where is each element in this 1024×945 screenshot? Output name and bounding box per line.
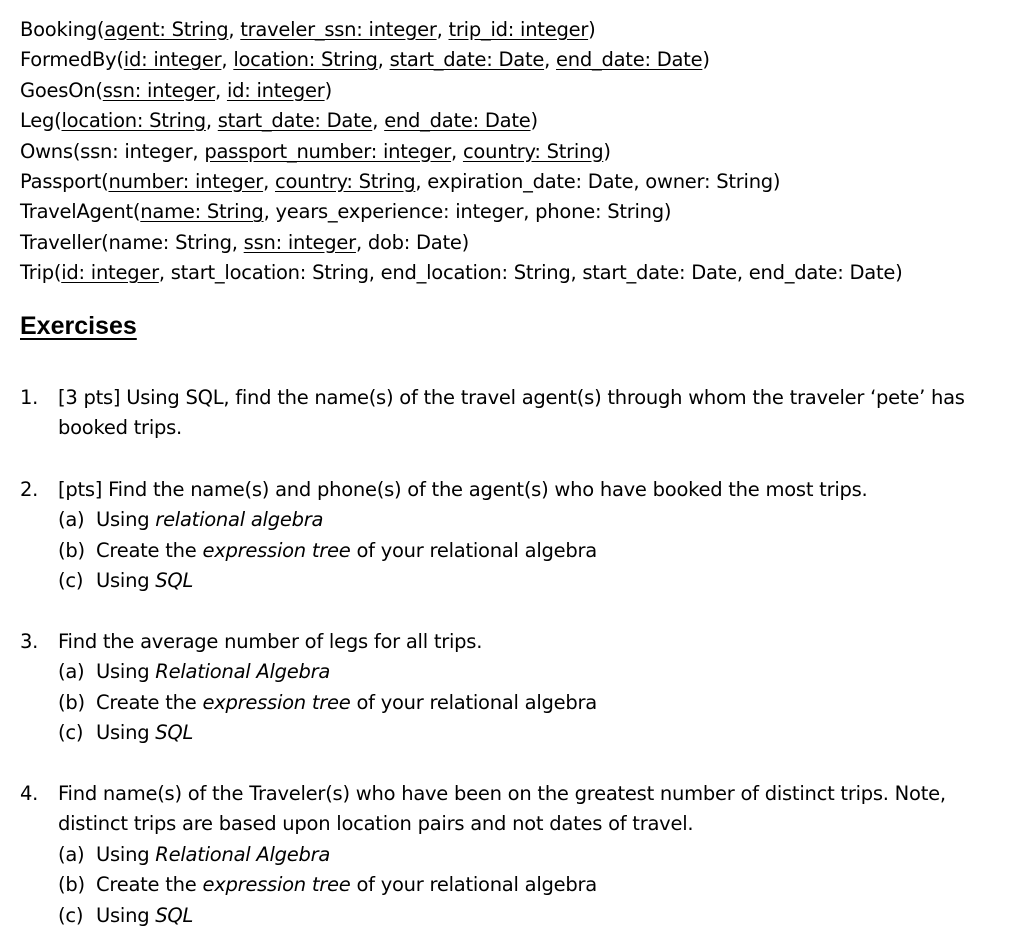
subpart-c	[20, 718, 1020, 748]
exercise-text: booked trips.	[58, 416, 182, 440]
schema-text: ,	[544, 48, 556, 72]
schema-text: )	[324, 78, 332, 102]
schema-text: )	[603, 139, 611, 163]
subpart-c	[20, 566, 1020, 596]
subpart-label: (b)	[58, 538, 85, 562]
subpart-a	[20, 505, 1020, 535]
schema-key-attribute: location: String	[61, 109, 206, 133]
schema-text: ,	[451, 139, 463, 163]
schema-traveller	[20, 228, 1020, 258]
schema-text: )	[588, 18, 596, 41]
schema-key-attribute: name: String	[140, 200, 264, 224]
schema-text: Leg(	[20, 109, 62, 133]
subpart-label: (c)	[58, 569, 84, 593]
subpart-label: (a)	[58, 842, 85, 866]
subpart-label: (b)	[58, 690, 85, 714]
subpart-label: (c)	[58, 903, 84, 927]
schema-key-attribute: start_date: Date	[217, 109, 373, 133]
schema-text: GoesOn(	[20, 78, 103, 102]
schema-text: Passport(	[20, 169, 109, 193]
subpart-text: of your relational algebra	[350, 690, 597, 714]
subpart-text: Using	[96, 721, 156, 745]
schema-key-attribute: start_date: Date	[389, 48, 545, 72]
schema-leg	[20, 106, 1020, 136]
subpart-text: Using	[96, 842, 156, 866]
subpart-emphasis: expression tree	[202, 690, 351, 714]
schema-text: , start_location: String, end_location: String, start_date: Date, end_date: Date)	[158, 261, 903, 285]
schema-text: ,	[263, 169, 275, 193]
exercise-text: Find the average number of legs for all trips.	[58, 630, 483, 653]
exercise-2	[20, 475, 1020, 597]
exercise-1	[20, 383, 1020, 444]
subpart-a	[20, 657, 1020, 687]
subpart-emphasis: expression tree	[202, 538, 351, 562]
schema-text: ,	[377, 48, 390, 72]
schema-text: ,	[228, 18, 241, 41]
schema-text: FormedBy(	[20, 48, 124, 72]
schema-text: ,	[215, 78, 227, 102]
schema-key-attribute: number: integer	[108, 169, 264, 193]
exercise-3	[20, 627, 1020, 749]
subpart-text: of your relational algebra	[350, 538, 597, 562]
exercise-text: [3 pts] Using SQL, find the name(s) of the travel agent(s) through whom the traveler ‘pete’ has	[58, 386, 965, 409]
schema-text: , years_experience: integer, phone: String)	[263, 200, 672, 224]
subpart-text: Using	[96, 903, 156, 927]
schema-key-attribute: agent: String	[104, 18, 229, 41]
schema-key-attribute: end_date: Date	[556, 48, 703, 72]
exercises-heading: Exercises	[20, 312, 137, 340]
subpart-text: Create the	[96, 873, 203, 897]
subpart-emphasis: SQL	[155, 903, 194, 927]
schema-key-attribute: passport_number: integer	[204, 139, 452, 163]
subpart-label: (a)	[58, 660, 85, 684]
schema-text: ,	[221, 48, 234, 72]
subpart-emphasis: SQL	[155, 721, 194, 745]
schema-key-attribute: id: integer	[226, 78, 325, 102]
schema-goeson	[20, 76, 1020, 106]
schema-text: Owns(ssn: integer,	[20, 139, 205, 163]
exercise-text: Find name(s) of the Traveler(s) who have been on the greatest number of distinct trips. Note,	[58, 782, 946, 805]
exercise-text: distinct trips are based upon location pairs and not dates of travel.	[58, 812, 694, 836]
exercise-number: 3.	[20, 630, 39, 653]
schema-text: Trip(	[20, 261, 62, 285]
subpart-text: Using	[96, 660, 156, 684]
subpart-text: Create the	[96, 538, 203, 562]
schema-trip	[20, 258, 1020, 288]
schema-text: ,	[205, 109, 218, 133]
subpart-label: (c)	[58, 721, 84, 745]
schema-key-attribute: ssn: integer	[102, 78, 216, 102]
subpart-b	[20, 688, 1020, 718]
subpart-emphasis: SQL	[155, 569, 194, 593]
subpart-b	[20, 536, 1020, 566]
schema-text: , expiration_date: Date, owner: String)	[415, 169, 781, 193]
schema-text: Booking(	[20, 18, 105, 41]
subpart-emphasis: relational algebra	[155, 508, 324, 532]
schema-travelagent	[20, 197, 1020, 227]
schema-text: Traveller(name: String,	[20, 230, 244, 254]
subpart-emphasis: Relational Algebra	[155, 660, 331, 684]
subpart-text: of your relational algebra	[350, 873, 597, 897]
schema-text: ,	[436, 18, 449, 41]
schema-key-attribute: id: integer	[123, 48, 222, 72]
schema-text: ,	[372, 109, 385, 133]
schema-key-attribute: country: String	[462, 139, 604, 163]
schema-key-attribute: trip_id: integer	[448, 18, 589, 41]
schema-key-attribute: ssn: integer	[243, 230, 356, 254]
exercise-number: 1.	[20, 386, 39, 409]
schema-passport	[20, 167, 1020, 197]
schema-owns	[20, 137, 1020, 167]
schema-text: TravelAgent(	[20, 200, 141, 224]
schema-key-attribute: id: integer	[61, 261, 159, 285]
subpart-c	[20, 901, 1020, 931]
subpart-a	[20, 840, 1020, 870]
subpart-text: Using	[96, 569, 156, 593]
schema-key-attribute: traveler_ssn: integer	[240, 18, 437, 41]
subpart-label: (a)	[58, 508, 85, 532]
schema-key-attribute: location: String	[233, 48, 378, 72]
exercise-number: 4.	[20, 782, 39, 805]
subpart-emphasis: expression tree	[202, 873, 351, 897]
exercise-text: [pts] Find the name(s) and phone(s) of the agent(s) who have booked the most trips.	[58, 478, 868, 501]
subpart-b	[20, 870, 1020, 900]
schema-text: )	[530, 109, 538, 133]
schema-booking	[20, 15, 1020, 45]
subpart-text: Using	[96, 508, 156, 532]
schema-formedby	[20, 45, 1020, 75]
schema-text: , dob: Date)	[355, 230, 470, 254]
schema-list	[20, 15, 1020, 289]
subpart-emphasis: Relational Algebra	[155, 842, 331, 866]
exercise-4	[20, 779, 1020, 931]
schema-key-attribute: country: String	[274, 169, 416, 193]
subpart-label: (b)	[58, 873, 85, 897]
schema-text: )	[702, 48, 710, 72]
schema-key-attribute: end_date: Date	[384, 109, 531, 133]
exercise-number: 2.	[20, 478, 39, 501]
subpart-text: Create the	[96, 690, 203, 714]
